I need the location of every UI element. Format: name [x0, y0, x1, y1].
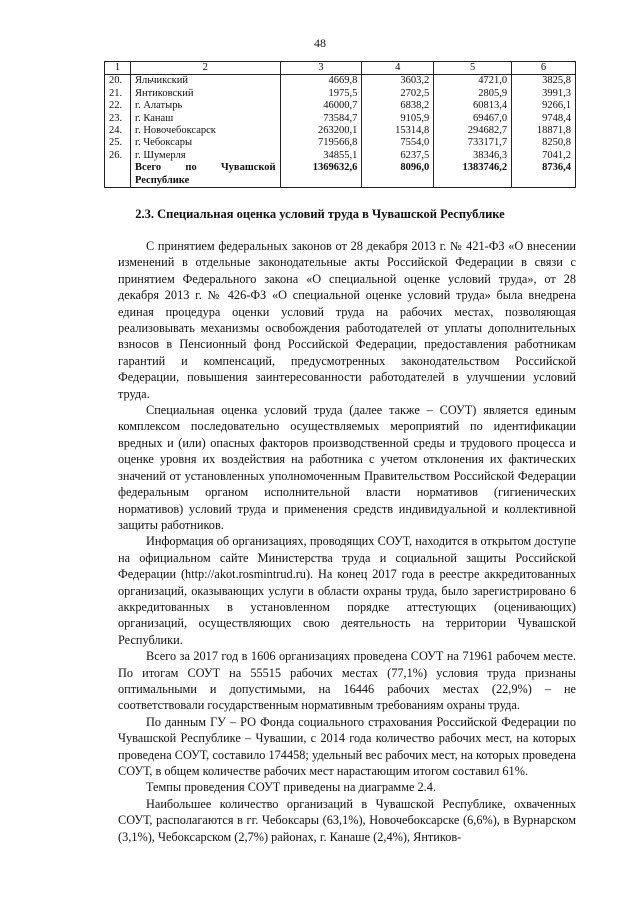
row-number: 25. — [105, 137, 131, 149]
paragraph: Информация об организациях, проводящих СОУТ, находится в открытом доступе на официальном сайте Министерства труда и социальной защиты Российской Федерации (http://akot.rosmintrud.ru). На конец 2017 года в реестре аккредитованных организаций, оказывающих услуги в области охраны труда, было зарегистрировано 6 аккредитованных в установленном порядке аттестующих (оценивающих) организаций, осуществляющих свою деятельность на территории Чувашской Республики. — [118, 534, 576, 647]
municipality-name: Янтиковский — [130, 88, 280, 100]
row-number: 24. — [105, 125, 131, 137]
table-cell: 2805,9 — [434, 88, 512, 100]
body-text — [118, 238, 576, 845]
municipality-name: г. Канаш — [130, 113, 280, 125]
table-row — [105, 137, 576, 149]
table-row — [105, 150, 576, 162]
table-row — [105, 113, 576, 125]
row-number: 21. — [105, 88, 131, 100]
table-cell: 46000,7 — [280, 100, 362, 112]
table-cell: 15314,8 — [362, 125, 434, 137]
table-cell: 9105,9 — [362, 113, 434, 125]
table-cell: 6838,2 — [362, 100, 434, 112]
page-number: 48 — [314, 36, 326, 50]
table-row — [105, 75, 576, 88]
table-cell: 719566,8 — [280, 137, 362, 149]
table-cell: 9748,4 — [512, 113, 576, 125]
table-cell: 34855,1 — [280, 150, 362, 162]
table-row — [105, 125, 576, 137]
paragraph: С принятием федеральных законов от 28 декабря 2013 г. № 421-ФЗ «О внесении изменений в отдельные законодательные акты Российской Федерации в связи с принятием Федерального закона «О специальной оценке условий труда», от 28 декабря 2013 г. № 426-ФЗ «О специальной оценке условий труда» была внедрена единая процедура оценки условий труда на рабочих местах, позволяющая реализовывать механизмы освобождения работодателей от уплаты дополнительных взносов в Пенсионный фонд Российской Федерации, предоставления работникам гарантий и компенсаций, предусмотренных законодательством Российской Федерации, повышения заинтересованности работодателей в улучшении условий труда. — [118, 239, 576, 401]
table-cell: 733171,7 — [434, 137, 512, 149]
municipality-name: г. Чебоксары — [130, 137, 280, 149]
total-cell: 8736,4 — [512, 162, 576, 187]
municipality-name: Яльчикский — [130, 75, 280, 88]
table-cell: 3603,2 — [362, 75, 434, 88]
municipality-name: г. Новочебоксарск — [130, 125, 280, 137]
paragraph: Специальная оценка условий труда (далее также – СОУТ) является единым комплексом последовательно осуществляемых мероприятий по идентификации вредных и (или) опасных факторов производственной среды и трудового процесса и оценке уровня их воздействия на работника с учетом отклонения их фактических значений от установленных уполномоченным Правительством Российской Федерации федеральным органом исполнительной власти нормативов (гигиенических нормативов) условий труда и применения средств индивидуальной и коллективной защиты работников. — [118, 403, 576, 532]
table-cell: 294682,7 — [434, 125, 512, 137]
empty-cell — [105, 162, 131, 187]
table-cell: 4669,8 — [280, 75, 362, 88]
table-cell: 3991,3 — [512, 88, 576, 100]
column-header: 2 — [130, 62, 280, 75]
table-cell: 18871,8 — [512, 125, 576, 137]
table-header-row — [105, 62, 576, 75]
table-row — [105, 88, 576, 100]
column-header: 5 — [434, 62, 512, 75]
municipality-name: г. Алатырь — [130, 100, 280, 112]
total-cell: 8096,0 — [362, 162, 434, 187]
row-number: 26. — [105, 150, 131, 162]
table-cell: 69467,0 — [434, 113, 512, 125]
column-header: 6 — [512, 62, 576, 75]
table-cell: 263200,1 — [280, 125, 362, 137]
column-header: 1 — [105, 62, 131, 75]
total-cell: 1383746,2 — [434, 162, 512, 187]
table-cell: 8250,8 — [512, 137, 576, 149]
total-label: Всего по Чувашской Республике — [130, 162, 280, 187]
table-cell: 38346,3 — [434, 150, 512, 162]
table-cell: 6237,5 — [362, 150, 434, 162]
table-cell: 7554,0 — [362, 137, 434, 149]
table-cell: 9266,1 — [512, 100, 576, 112]
table-row — [105, 100, 576, 112]
row-number: 23. — [105, 113, 131, 125]
table-cell: 1975,5 — [280, 88, 362, 100]
table-cell: 4721,0 — [434, 75, 512, 88]
column-header: 4 — [362, 62, 434, 75]
data-table — [104, 61, 576, 188]
row-number: 20. — [105, 75, 131, 88]
paragraph: Всего за 2017 год в 1606 организациях проведена СОУТ на 71961 рабочем месте. По итогам СОУТ на 55515 рабочих местах (77,1%) условия труда признаны оптимальными и допустимыми, на 16446 рабочих местах (22,9%) – не соответствовали государственным нормативным требованиям охраны труда. — [118, 649, 576, 713]
table-total-row — [105, 162, 576, 187]
table-cell: 2702,5 — [362, 88, 434, 100]
table-cell: 60813,4 — [434, 100, 512, 112]
row-number: 22. — [105, 100, 131, 112]
table-cell: 3825,8 — [512, 75, 576, 88]
municipality-name: г. Шумерля — [130, 150, 280, 162]
column-header: 3 — [280, 62, 362, 75]
section-title: 2.3. Специальная оценка условий труда в Чувашской Республике — [135, 207, 505, 221]
paragraph: Наибольшее количество организаций в Чувашской Республике, охваченных СОУТ, располагаются в гг. Чебоксары (63,1%), Новочебоксарске (6,6%), в Вурнарском (3,1%), Чебоксарском (2,7%) районах, г. Канаше (2,4%), Янтиков- — [118, 796, 576, 844]
table-cell: 73584,7 — [280, 113, 362, 125]
paragraph: Темпы проведения СОУТ приведены на диаграмме 2.4. — [146, 780, 436, 795]
table-cell: 7041,2 — [512, 150, 576, 162]
paragraph: По данным ГУ – РО Фонда социального страхования Российской Федерации по Чувашской Республике – Чувашии, с 2014 года количество рабочих мест, на которых проведена СОУТ, составило 174458; удельный вес рабочих мест, на которых проведена СОУТ, в общем количестве рабочих мест нарастающим итогом составил 61%. — [118, 714, 576, 778]
total-cell: 1369632,6 — [280, 162, 362, 187]
